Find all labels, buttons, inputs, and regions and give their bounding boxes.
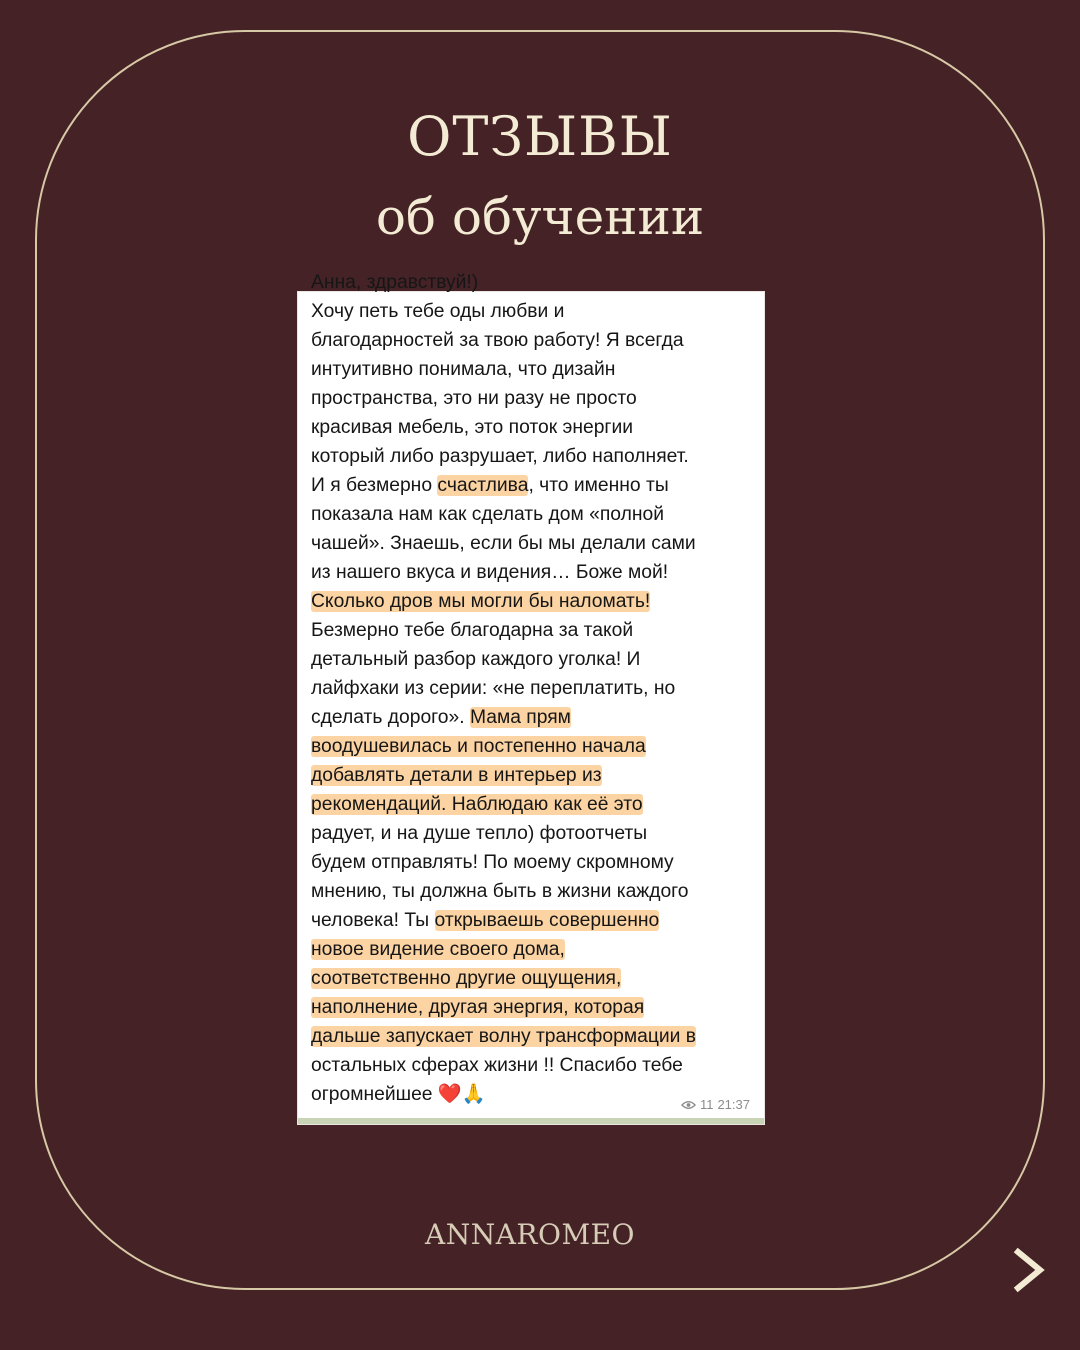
chevron-right-icon[interactable] bbox=[1010, 1248, 1050, 1292]
message-line: Анна, здравствуй!) bbox=[311, 272, 479, 293]
message-line: Безмерно тебе благодарна за такой bbox=[311, 620, 634, 641]
message-line: будем отправлять! По моему скромному bbox=[311, 852, 674, 873]
message-line: из нашего вкуса и видения… Боже мой! bbox=[311, 562, 669, 583]
message-line: интуитивно понимала, что дизайн bbox=[311, 359, 616, 380]
page-subtitle: об обучении bbox=[375, 188, 705, 246]
message-line bbox=[311, 732, 756, 761]
message-time: 21:37 bbox=[717, 1097, 750, 1112]
message-line: человека! Ты открываешь совершенно bbox=[311, 910, 660, 931]
message-line: сделать дорого». Мама прям bbox=[311, 707, 571, 728]
message-line bbox=[311, 1022, 756, 1051]
highlight: открываешь совершенно bbox=[434, 910, 660, 931]
message-line bbox=[311, 761, 756, 790]
message-line bbox=[311, 964, 756, 993]
message-line: чашей». Знаешь, если бы мы делали сами bbox=[311, 533, 696, 554]
highlight: добавлять детали в интерьер из bbox=[311, 765, 602, 786]
message-line: радует, и на душе тепло) фотоотчеты bbox=[311, 823, 648, 844]
message-line: И я безмерно счастлива, что именно ты bbox=[311, 475, 669, 496]
message-line: Хочу петь тебе оды любви и bbox=[311, 301, 565, 322]
message-line: красивая мебель, это поток энергии bbox=[311, 417, 634, 438]
message-line bbox=[311, 935, 756, 964]
brand-name: ANNAROMEO bbox=[424, 1218, 636, 1251]
message-line: показала нам как сделать дом «полной bbox=[311, 504, 664, 525]
heart-emoji: ❤️ bbox=[437, 1084, 462, 1105]
highlight: Сколько дров мы могли бы наломать! bbox=[311, 591, 651, 612]
highlight: рекомендаций. Наблюдаю как её это bbox=[311, 794, 643, 815]
view-count: 11 bbox=[699, 1097, 714, 1112]
highlight: воодушевилась и постепенно начала bbox=[311, 736, 646, 757]
chat-background-strip bbox=[298, 1118, 764, 1124]
message-line: мнению, ты должна быть в жизни каждого bbox=[311, 881, 689, 902]
message-meta bbox=[681, 1097, 750, 1112]
review-message bbox=[311, 268, 756, 1109]
message-line: лайфхаки из серии: «не переплатить, но bbox=[311, 678, 676, 699]
highlight: новое видение своего дома, bbox=[311, 939, 565, 960]
highlight: дальше запускает волну трансформации в bbox=[311, 1026, 697, 1047]
message-line bbox=[311, 587, 756, 616]
message-line: остальных сферах жизни !! Спасибо тебе bbox=[311, 1055, 683, 1076]
highlight: соответственно другие ощущения, bbox=[311, 968, 622, 989]
message-line: детальный разбор каждого уголка! И bbox=[311, 649, 641, 670]
highlight: счастлива bbox=[437, 475, 529, 496]
message-line: который либо разрушает, либо наполняет. bbox=[311, 446, 689, 467]
review-screenshot bbox=[298, 272, 764, 1124]
eye-icon bbox=[681, 1100, 696, 1110]
message-line bbox=[311, 790, 756, 819]
message-line: пространства, это ни разу не просто bbox=[311, 388, 637, 409]
message-line: огромнейшее ❤️🙏 bbox=[311, 1084, 486, 1105]
pray-emoji: 🙏 bbox=[461, 1084, 486, 1105]
page-title: ОТЗЫВЫ bbox=[407, 105, 673, 168]
highlight: Мама прям bbox=[469, 707, 571, 728]
message-line bbox=[311, 993, 756, 1022]
message-line: благодарностей за твою работу! Я всегда bbox=[311, 330, 684, 351]
highlight: наполнение, другая энергия, которая bbox=[311, 997, 645, 1018]
